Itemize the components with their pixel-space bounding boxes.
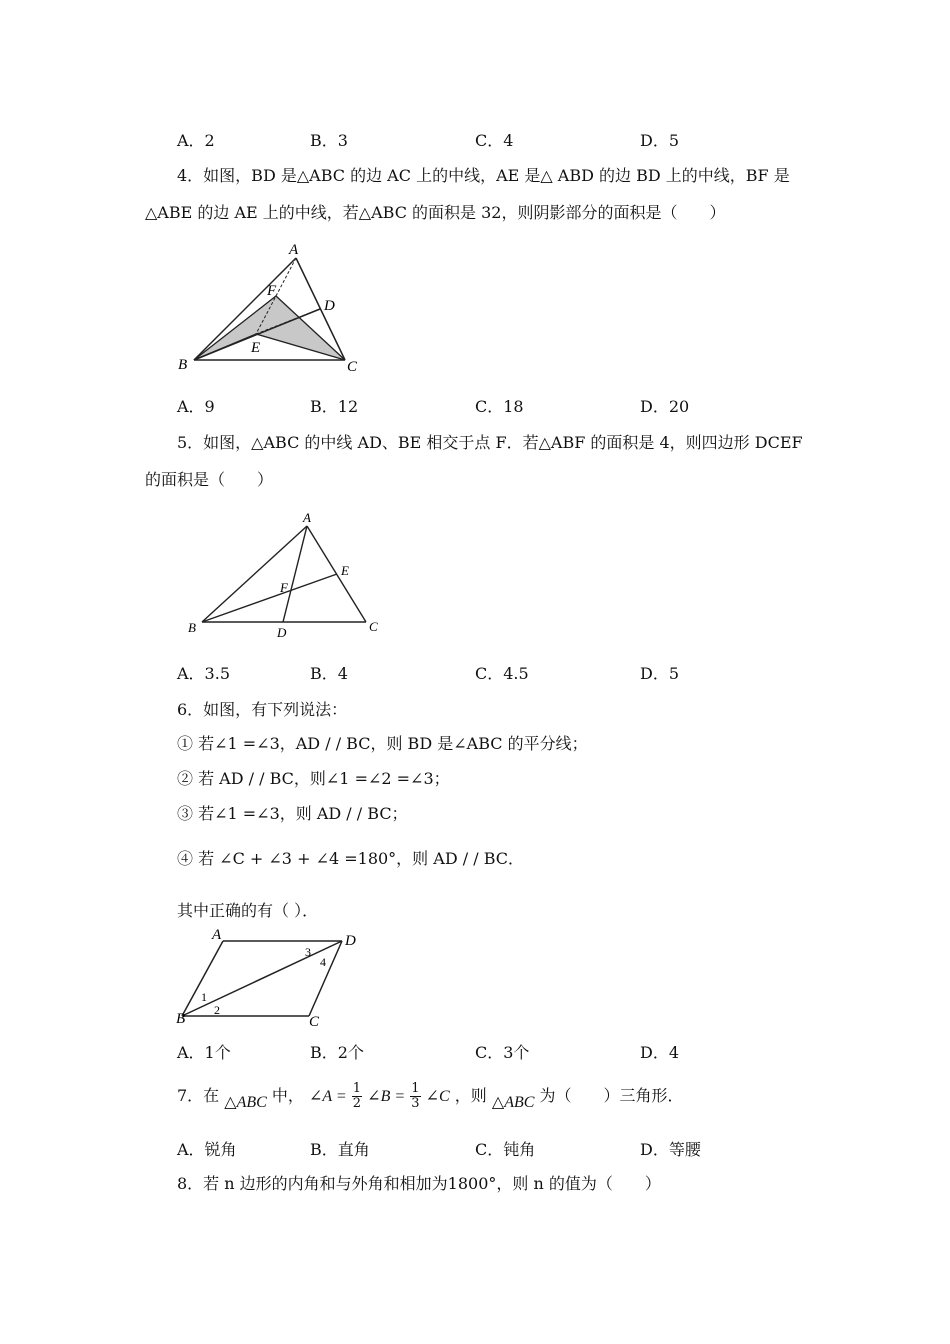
q6-intro: 6．如图，有下列说法： (177, 700, 348, 719)
q5-label-c: C (369, 619, 378, 634)
q6-label-a: A (212, 927, 222, 943)
q5-figure (180, 508, 390, 643)
q7-option-b: B．直角 (310, 1140, 370, 1159)
q7-angle-a: ∠A = (309, 1088, 347, 1105)
q3-option-b: B．3 (310, 131, 348, 150)
q4-label-e: E (251, 340, 261, 356)
q5-option-c: C．4.5 (475, 664, 529, 683)
q3-option-d: D．5 (640, 131, 680, 150)
q8-stem: 8．若 n 边形的内角和与外角和相加为1800°，则 n 的值为（ ） (177, 1174, 661, 1193)
q6-statement-3: ③ 若∠1 =∠3，则 AD / / BC； (177, 804, 408, 823)
q6-option-c: C．3个 (475, 1043, 530, 1062)
q6-label-b: B (176, 1011, 186, 1027)
q7-stem (177, 1076, 684, 1117)
q6-label-3: 3 (305, 945, 311, 959)
q4-label-a: A (289, 242, 299, 258)
q6-statement-1: ① 若∠1 =∠3，AD / / BC，则 BD 是∠ABC 的平分线； (177, 734, 588, 753)
q4-stem-line2: △ABE 的边 AE 上的中线，若△ABC 的面积是 32，则阴影部分的面积是（ ） (145, 203, 726, 222)
q3-option-a: A．2 (177, 131, 215, 150)
q4-label-d: D (324, 298, 335, 314)
q7-fraction-half: $\frac{1}{2}$ (352, 1081, 362, 1111)
q4-option-a: A．9 (177, 397, 215, 416)
q5-label-a: A (303, 510, 311, 525)
q7-triangle: △ABC (224, 1094, 267, 1111)
q4-stem-line1: 4．如图，BD 是△ABC 的边 AC 上的中线，AE 是△ ABD 的边 BD 上的中线，BF 是 (177, 166, 790, 185)
q5-stem-line1: 5．如图，△ABC 的中线 AD、BE 相交于点 F．若△ABF 的面积是 4，则四边形 DCEF (177, 433, 803, 452)
q4-option-b: B．12 (310, 397, 359, 416)
q5-option-d: D．5 (640, 664, 680, 683)
q5-label-d: D (277, 625, 287, 640)
q7-prefix: 7．在 (177, 1086, 220, 1105)
q4-option-c: C．18 (475, 397, 524, 416)
q7-triangle-2: △ABC (491, 1094, 535, 1111)
q6-option-d: D．4 (640, 1043, 680, 1062)
q6-statement-4: ④ 若 ∠C + ∠3 + ∠4 =180°，则 AD / / BC． (177, 849, 524, 868)
q7-angle-c: ∠C (425, 1088, 450, 1105)
q5-option-a: A．3.5 (177, 664, 231, 683)
q5-option-b: B．4 (310, 664, 348, 683)
q5-label-e: E (341, 563, 349, 578)
q6-figure (172, 926, 372, 1032)
q4-option-d: D．20 (640, 397, 690, 416)
q4-label-b: B (178, 357, 188, 373)
q6-label-2: 2 (214, 1003, 220, 1017)
q7-mid: 中， (271, 1086, 304, 1105)
q5-label-b: B (188, 620, 196, 635)
q7-suffix: 为（ ）三角形． (539, 1086, 684, 1105)
q7-option-d: D．等腰 (640, 1140, 701, 1159)
q7-then: ，则 (454, 1086, 487, 1105)
q6-statement-2: ② 若 AD / / BC，则∠1 =∠2 =∠3； (177, 769, 450, 788)
q7-fraction-third: $\frac{1}{3}$ (411, 1081, 420, 1111)
q4-label-c: C (347, 359, 358, 375)
q6-option-b: B．2个 (310, 1043, 364, 1062)
q5-stem-line2: 的面积是（ ） (145, 470, 274, 489)
q4-label-f: F (267, 283, 277, 299)
q6-option-a: A．1个 (177, 1043, 231, 1062)
q6-question: 其中正确的有（ ）． (177, 901, 319, 920)
q5-label-f: F (280, 580, 288, 595)
q7-option-a: A．锐角 (177, 1140, 237, 1159)
q6-label-1: 1 (201, 990, 207, 1004)
q6-label-d: D (345, 933, 356, 949)
q7-option-c: C．钝角 (475, 1140, 536, 1159)
q6-label-4: 4 (320, 955, 326, 969)
q4-figure (170, 238, 370, 378)
q3-option-c: C．4 (475, 131, 514, 150)
q7-angle-b: ∠B = (367, 1088, 406, 1105)
q6-label-c: C (309, 1014, 320, 1030)
